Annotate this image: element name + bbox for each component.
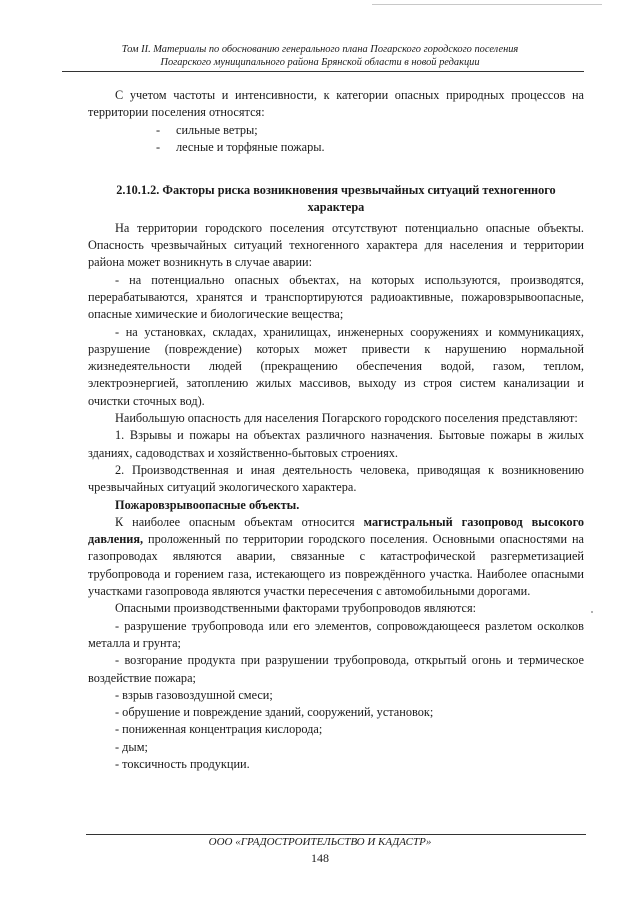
- page-number: 148: [311, 851, 329, 865]
- intro-item-1: - сильные ветры;: [156, 122, 258, 137]
- intro-paragraph: С учетом частоты и интенсивности, к категории опасных природных процессов на территории поселения относятся:: [88, 88, 584, 120]
- factors-intro: Опасными производственными факторами трубопроводов являются:: [115, 601, 477, 616]
- section-paragraph-5: 1. Взрывы и пожары на объектах различного назначения. Бытовые пожары в жилых зданиях, садоводствах и хозяйственно-бытовых строениях.: [88, 428, 584, 460]
- fire-paragraph: [88, 514, 584, 600]
- section-paragraph-6: 2. Производственная и иная деятельность человека, приводящая к возникновению чрезвычайных ситуаций экологического характера.: [88, 462, 584, 495]
- fire-subtitle: Пожаровзрывоопасные объекты.: [115, 497, 300, 512]
- section-title: 2.10.1.2. Факторы риска возникновения чрезвычайных ситуаций техногенного характера: [116, 183, 556, 215]
- header-line-2: Погарского муниципального района Брянской области в новой редакции: [160, 56, 480, 68]
- fire-paragraph-bold: магистральный газопровод высокого давления,: [88, 514, 584, 547]
- scan-edge-line: [372, 4, 602, 5]
- factor-item-5: - пониженная концентрация кислорода;: [115, 722, 323, 737]
- section-paragraph-4: Наибольшую опасность для населения Погарского городского поселения представляют:: [115, 411, 578, 426]
- page-header: [60, 44, 580, 69]
- section-paragraph-3: - на установках, складах, хранилищах, инженерных сооружениях и коммуникациях, разрушение (повреждение) которых может привести к нарушению нормальной жизнедеятельности людей (прекращению обеспечения водой, газом, теплом, электроэнергией, затоплению жилых массивов, выходу из строя систем канализации и очистки сточных вод).: [88, 324, 584, 408]
- factor-item-6: - дым;: [115, 739, 148, 754]
- factor-item-2: - возгорание продукта при разрушении трубопровода, открытый огонь и термическое воздействие пожара;: [88, 653, 584, 685]
- header-rule: [62, 71, 584, 72]
- section-spacer: [88, 156, 584, 182]
- factor-item-7: - токсичность продукции.: [115, 756, 250, 771]
- factor-item-1: - разрушение трубопровода или его элементов, сопровождающееся разлетом осколков металла и грунта;: [88, 618, 584, 650]
- section-paragraph-1: На территории городского поселения отсутствуют потенциально опасные объекты. Опасность чрезвычайных ситуаций техногенного характера для населения и территории района может возникнуть в случае аварии:: [88, 220, 584, 270]
- intro-item-2: - лесные и торфяные пожары.: [156, 139, 325, 154]
- fire-paragraph-end: проложенный по территории городского поселения. Основными опасностями на газопроводах являются аварии, связанные с катастрофической разгерметизацией трубопровода и горением газа, истекающего из повреждённого участка. Наиболее опасными участками газопровода являются участки пересечения с автомобильными дорогами.: [88, 532, 584, 599]
- section-paragraph-2: - на потенциально опасных объектах, на которых используются, производятся, перерабатываются, хранятся и транспортируются радиоактивные, пожаровзрывоопасные, опасные химические и биологические вещества;: [88, 272, 584, 322]
- factor-item-4: - обрушение и повреждение зданий, сооружений, установок;: [115, 705, 434, 720]
- footer-rule: [86, 834, 586, 835]
- fire-paragraph-start: К наиболее опасным объектам относится: [115, 514, 364, 529]
- intro-item-1-text: сильные ветры;: [176, 122, 258, 137]
- header-line-1: Том II. Материалы по обоснованию генерального плана Погарского городского поселения: [121, 44, 519, 55]
- intro-item-2-text: лесные и торфяные пожары.: [176, 139, 325, 154]
- body-text: [88, 87, 584, 773]
- factor-item-3: - взрыв газовоздушной смеси;: [115, 687, 273, 702]
- scan-speck: [591, 611, 593, 613]
- footer-company: ООО «ГРАДОСТРОИТЕЛЬСТВО И КАДАСТР»: [208, 836, 432, 848]
